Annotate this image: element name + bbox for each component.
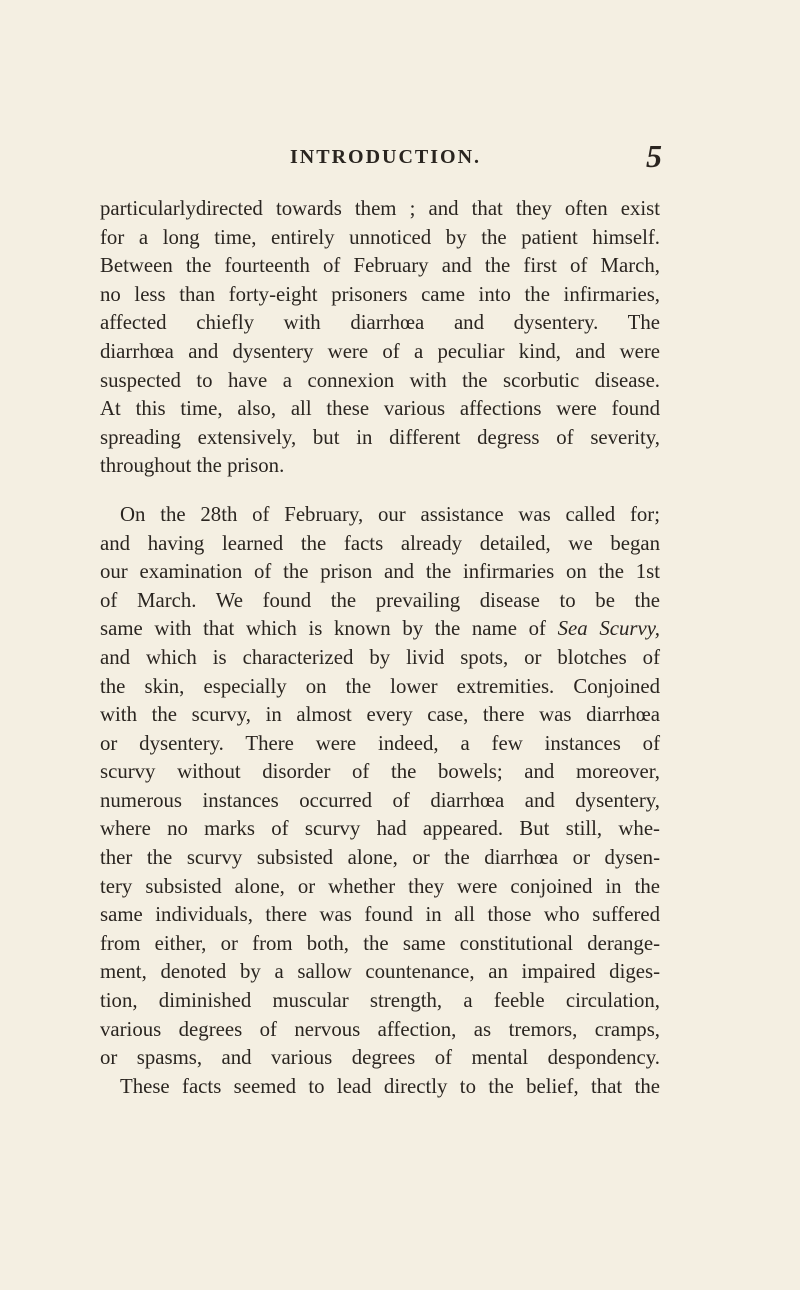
paragraph-1 xyxy=(100,195,660,481)
text-line: and which is characterized by livid spots, or blotches of xyxy=(100,645,660,669)
text-line xyxy=(100,615,660,644)
text-line: tery subsisted alone, or whether they were conjoined in the xyxy=(100,874,660,898)
text-line: diarrhœa and dysentery were of a peculiar kind, and were xyxy=(100,339,660,363)
text-line: At this time, also, all these various affections were found xyxy=(100,397,660,421)
paragraph-gap xyxy=(100,481,660,501)
text-line: On the 28th of February, our assistance was called for; xyxy=(120,502,660,526)
text-line: ment, denoted by a sallow countenance, an impaired diges- xyxy=(100,960,660,984)
running-title: INTRODUCTION. xyxy=(290,146,482,168)
text-line: of March. We found the prevailing disease to be the xyxy=(100,588,660,612)
text-line: no less than forty-eight prisoners came into the infirmaries, xyxy=(100,282,660,306)
text-line: ther the scurvy subsisted alone, or the diarrhœa or dysen- xyxy=(100,846,660,870)
text-line: affected chiefly with diarrhœa and dysentery. The xyxy=(100,311,660,335)
text-line: throughout the prison. xyxy=(100,454,285,478)
paragraph-2 xyxy=(100,501,660,1101)
text-line: and having learned the facts already detailed, we began xyxy=(100,531,660,555)
text-line: scurvy without disorder of the bowels; and moreover, xyxy=(100,760,660,784)
text-line: where no marks of scurvy had appeared. But still, whe- xyxy=(100,817,660,841)
text-line: particularlydirected towards them ; and that they often exist xyxy=(100,197,660,220)
text-line: the skin, especially on the lower extremities. Conjoined xyxy=(100,674,660,698)
text-line: or spasms, and various degrees of mental despondency. xyxy=(100,1046,660,1070)
text-line: These facts seemed to lead directly to the belief, that the xyxy=(120,1074,660,1098)
text-line: from either, or from both, the same constitutional derange- xyxy=(100,931,660,955)
text-line: for a long time, entirely unnoticed by the patient himself. xyxy=(100,225,660,249)
text-line: suspected to have a connexion with the scorbutic disease. xyxy=(100,368,660,392)
running-header xyxy=(0,140,800,180)
text-line: numerous instances occurred of diarrhœa and dysentery, xyxy=(100,788,660,812)
italic-term: Sea Scurvy, xyxy=(557,617,660,641)
text-segment: same with that which is known by the name of xyxy=(100,617,558,641)
text-line: tion, diminished muscular strength, a feeble circulation, xyxy=(100,989,660,1013)
text-line: various degrees of nervous affection, as tremors, cramps, xyxy=(100,1017,660,1041)
page-number: 5 xyxy=(646,138,662,174)
text-line: with the scurvy, in almost every case, there was diarrhœa xyxy=(100,703,660,727)
text-line: or dysentery. There were indeed, a few instances of xyxy=(100,731,660,755)
text-line: spreading extensively, but in different degress of severity, xyxy=(100,425,660,449)
text-line: same individuals, there was found in all those who suffered xyxy=(100,903,660,927)
text-line: our examination of the prison and the infirmaries on the 1st xyxy=(100,560,660,584)
text-line: Between the fourteenth of February and the first of March, xyxy=(100,254,660,278)
body-text xyxy=(100,195,660,1101)
